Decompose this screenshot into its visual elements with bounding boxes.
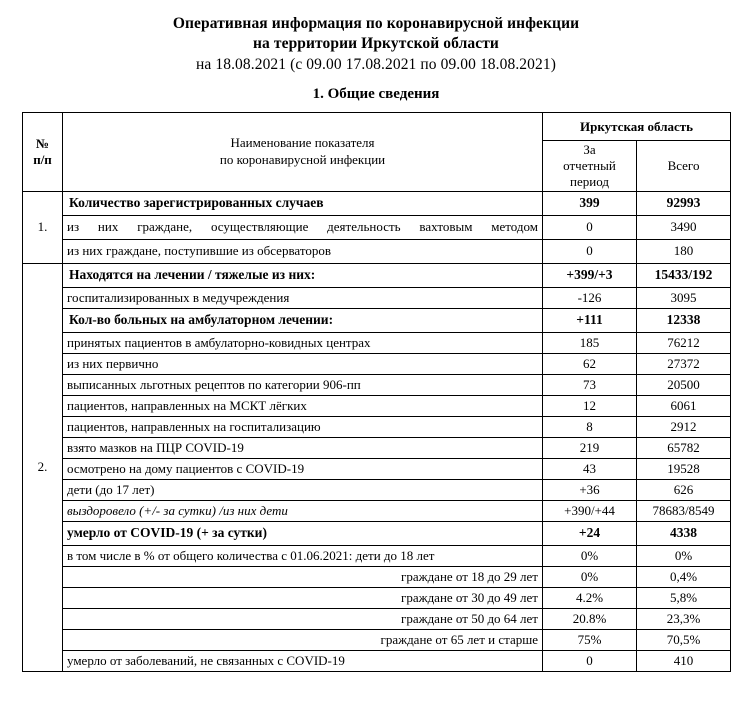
table-row bbox=[23, 332, 731, 353]
row-label: из них первично bbox=[63, 353, 543, 374]
table-row bbox=[23, 287, 731, 308]
row-total-value: 23,3% bbox=[637, 608, 731, 629]
row-label: граждане от 50 до 64 лет bbox=[63, 608, 543, 629]
header-indicator-line1: Наименование показателя bbox=[230, 135, 375, 151]
row-period-value: +111 bbox=[543, 308, 637, 332]
row-label: осмотрено на дому пациентов с COVID-19 bbox=[63, 458, 543, 479]
table-row bbox=[23, 263, 731, 287]
row-number: 2. bbox=[23, 263, 63, 671]
row-total-value: 78683/8549 bbox=[637, 500, 731, 521]
row-total-value: 3490 bbox=[637, 215, 731, 239]
row-period-value: 185 bbox=[543, 332, 637, 353]
header-number-line1: № bbox=[35, 135, 50, 151]
row-label: в том числе в % от общего количества с 01.06.2021: дети до 18 лет bbox=[63, 545, 543, 566]
row-total-value: 27372 bbox=[637, 353, 731, 374]
row-label: граждане от 65 лет и старше bbox=[63, 629, 543, 650]
header-period-line3: период bbox=[570, 174, 609, 190]
row-total-value: 626 bbox=[637, 479, 731, 500]
header-number-line2: п/п bbox=[33, 152, 52, 168]
row-label: умерло от COVID-19 (+ за сутки) bbox=[63, 521, 543, 545]
row-label: Кол-во больных на амбулаторном лечении: bbox=[63, 308, 543, 332]
title-line-1: Оперативная информация по коронавирусной инфекции bbox=[172, 15, 580, 32]
table-row bbox=[23, 353, 731, 374]
table-header-row-1 bbox=[23, 113, 731, 141]
table-row bbox=[23, 608, 731, 629]
table-row bbox=[23, 308, 731, 332]
row-label: умерло от заболеваний, не связанных с COVID-19 bbox=[63, 650, 543, 671]
row-period-value: 399 bbox=[543, 191, 637, 215]
section-title: 1. Общие сведения bbox=[312, 86, 440, 103]
row-period-value: 20.8% bbox=[543, 608, 637, 629]
row-total-value: 0% bbox=[637, 545, 731, 566]
row-period-value: +36 bbox=[543, 479, 637, 500]
title-line-2: на территории Иркутской области bbox=[253, 35, 499, 53]
table-row bbox=[23, 395, 731, 416]
row-total-value: 15433/192 bbox=[637, 263, 731, 287]
row-total-value: 3095 bbox=[637, 287, 731, 308]
row-total-value: 65782 bbox=[637, 437, 731, 458]
row-total-value: 20500 bbox=[637, 374, 731, 395]
row-period-value: 75% bbox=[543, 629, 637, 650]
row-label: граждане от 30 до 49 лет bbox=[63, 587, 543, 608]
header-number bbox=[23, 113, 63, 192]
row-total-value: 70,5% bbox=[637, 629, 731, 650]
table-row bbox=[23, 416, 731, 437]
row-period-value: 4.2% bbox=[543, 587, 637, 608]
row-total-value: 4338 bbox=[637, 521, 731, 545]
table-row bbox=[23, 629, 731, 650]
row-period-value: 73 bbox=[543, 374, 637, 395]
row-label: пациентов, направленных на МСКТ лёгких bbox=[63, 395, 543, 416]
row-label: из них граждане, осуществляющие деятельность вахтовым методом bbox=[63, 215, 543, 239]
header-period-line2: отчетный bbox=[563, 158, 616, 174]
table-row bbox=[23, 479, 731, 500]
row-period-value: 219 bbox=[543, 437, 637, 458]
row-period-value: 0 bbox=[543, 239, 637, 263]
row-period-value: 12 bbox=[543, 395, 637, 416]
table-row bbox=[23, 650, 731, 671]
row-total-value: 12338 bbox=[637, 308, 731, 332]
row-number: 1. bbox=[23, 191, 63, 263]
row-label: выздоровело (+/- за сутки) /из них дети bbox=[63, 500, 543, 521]
header-period bbox=[543, 141, 637, 192]
row-label: пациентов, направленных на госпитализацию bbox=[63, 416, 543, 437]
header-period-line1: За bbox=[583, 142, 596, 158]
table-row bbox=[23, 458, 731, 479]
table-row bbox=[23, 239, 731, 263]
row-label: дети (до 17 лет) bbox=[63, 479, 543, 500]
row-total-value: 2912 bbox=[637, 416, 731, 437]
row-label: Количество зарегистрированных случаев bbox=[63, 191, 543, 215]
row-period-value: 0 bbox=[543, 215, 637, 239]
row-period-value: 0 bbox=[543, 650, 637, 671]
table-row bbox=[23, 374, 731, 395]
row-total-value: 19528 bbox=[637, 458, 731, 479]
header-region: Иркутская область bbox=[543, 113, 731, 141]
table-row bbox=[23, 215, 731, 239]
row-period-value: +24 bbox=[543, 521, 637, 545]
row-total-value: 5,8% bbox=[637, 587, 731, 608]
row-period-value: 0% bbox=[543, 566, 637, 587]
table-row bbox=[23, 191, 731, 215]
row-period-value: 8 bbox=[543, 416, 637, 437]
row-total-value: 6061 bbox=[637, 395, 731, 416]
row-period-value: +390/+44 bbox=[543, 500, 637, 521]
title-line-3: на 18.08.2021 (с 09.00 17.08.2021 по 09.00 18.08.2021) bbox=[196, 55, 556, 73]
row-period-value: -126 bbox=[543, 287, 637, 308]
table-row bbox=[23, 500, 731, 521]
header-indicator bbox=[63, 113, 543, 192]
row-label: Находятся на лечении / тяжелые из них: bbox=[63, 263, 543, 287]
header-total: Всего bbox=[637, 141, 731, 192]
row-label: из них граждане, поступившие из обсерваторов bbox=[63, 239, 543, 263]
row-period-value: 0% bbox=[543, 545, 637, 566]
row-total-value: 76212 bbox=[637, 332, 731, 353]
row-label: взято мазков на ПЦР COVID-19 bbox=[63, 437, 543, 458]
document-title bbox=[22, 14, 730, 75]
row-label: граждане от 18 до 29 лет bbox=[63, 566, 543, 587]
row-total-value: 410 bbox=[637, 650, 731, 671]
row-label: выписанных льготных рецептов по категории 906-пп bbox=[63, 374, 543, 395]
table-row bbox=[23, 437, 731, 458]
row-total-value: 0,4% bbox=[637, 566, 731, 587]
general-info-table bbox=[22, 112, 731, 672]
row-label: госпитализированных в медучреждения bbox=[63, 287, 543, 308]
table-row bbox=[23, 545, 731, 566]
table-row bbox=[23, 521, 731, 545]
row-period-value: +399/+3 bbox=[543, 263, 637, 287]
table-row bbox=[23, 566, 731, 587]
row-period-value: 62 bbox=[543, 353, 637, 374]
row-total-value: 92993 bbox=[637, 191, 731, 215]
row-period-value: 43 bbox=[543, 458, 637, 479]
table-row bbox=[23, 587, 731, 608]
header-indicator-line2: по коронавирусной инфекции bbox=[219, 152, 386, 168]
row-total-value: 180 bbox=[637, 239, 731, 263]
row-label: принятых пациентов в амбулаторно-ковидных центрах bbox=[63, 332, 543, 353]
